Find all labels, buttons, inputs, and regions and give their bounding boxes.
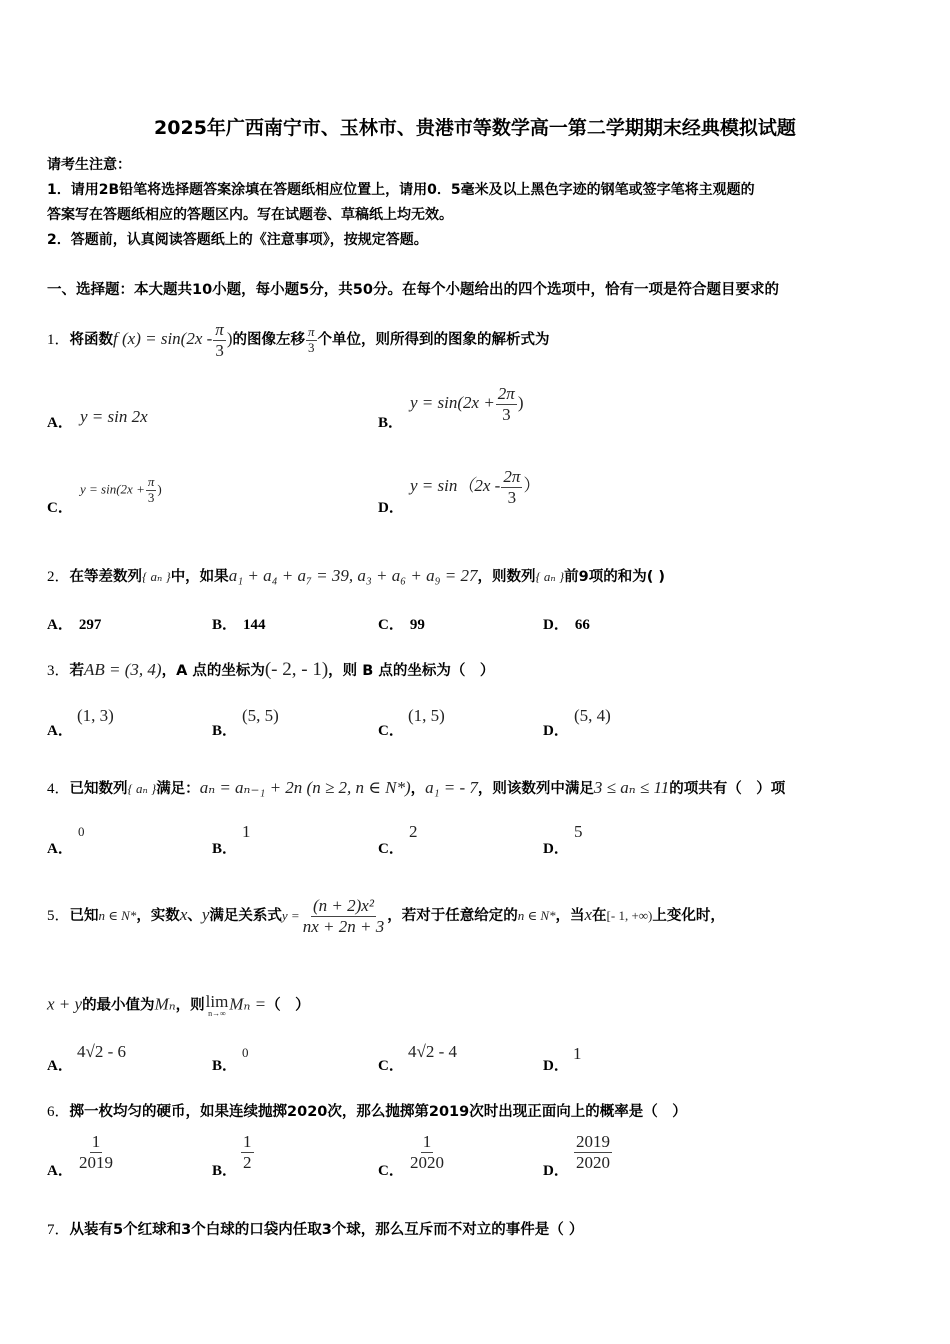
q2-text-3: ，则数列 <box>477 569 536 585</box>
q6-option-d-value <box>573 1132 613 1172</box>
page-title: 2025年广西南宁市、玉林市、贵港市等数学高一第二学期期末经典模拟试题 <box>154 117 796 139</box>
q5-limit-expr: Mₙ = <box>229 994 267 1014</box>
q1-fraction <box>213 320 226 360</box>
notice-line3: 2．答题前，认真阅读答题纸上的《注意事项》，按规定答题。 <box>47 232 428 248</box>
limit-word: lim <box>205 992 229 1011</box>
frac-num: 1 <box>243 1132 252 1151</box>
q4-option-c-value: 2 <box>409 822 418 841</box>
q6-option-d-label[interactable]: D． <box>543 1163 569 1179</box>
q3-text-1: 若 <box>69 663 85 679</box>
q1-option-b-label[interactable]: B． <box>378 415 404 431</box>
q6-a-fraction <box>77 1132 115 1172</box>
q2-sequence: { aₙ } <box>142 569 171 584</box>
q3-option-b-label[interactable]: B． <box>212 723 238 739</box>
question-2 <box>47 565 665 586</box>
q5-option-a-label[interactable]: A． <box>47 1058 73 1074</box>
q5-x-2: x <box>584 905 593 925</box>
q1-option-a-label[interactable]: A． <box>47 415 73 431</box>
q5-text-11: （ ） <box>266 997 310 1014</box>
q6-b-fraction <box>241 1132 254 1172</box>
frac-num: 2π <box>497 384 515 403</box>
q6-d-fraction <box>574 1132 612 1172</box>
q5-text-3: 、 <box>187 908 202 925</box>
q5-option-b-value: 0 <box>242 1045 249 1060</box>
question-number: 7． <box>47 1222 70 1238</box>
q5-option-a-value: 4√2 - 6 <box>77 1042 126 1061</box>
q2-option-c[interactable] <box>378 613 425 634</box>
q1-b-fraction <box>496 384 517 424</box>
q3-option-a-label[interactable]: A． <box>47 723 73 739</box>
q6-option-c-label[interactable]: C． <box>378 1163 404 1179</box>
option-value: 144 <box>243 617 266 633</box>
q2-equation: a₁ + a₄ + a₇ = 39, a₃ + a₆ + a₉ = 27 <box>228 566 478 585</box>
q1-option-c-value: y = sin(2x + $\frac{\pi}{3}$ ) <box>80 474 162 505</box>
option-label: B． <box>212 617 238 633</box>
option-value: 297 <box>78 617 102 633</box>
frac-num: 1 <box>91 1132 101 1151</box>
question-7 <box>47 1218 583 1239</box>
q3-option-d-value: (5, 4) <box>574 706 611 725</box>
q4-text-5: 的项共有（ ）项 <box>669 781 786 797</box>
frac-den: 3 <box>502 404 511 424</box>
question-number: 5． <box>47 908 70 925</box>
q5-option-d-value: 1 <box>573 1044 582 1063</box>
q6-option-b-value <box>240 1132 255 1172</box>
question-6 <box>47 1100 687 1121</box>
q6-option-b-label[interactable]: B． <box>212 1163 238 1179</box>
q4-sequence: { aₙ } <box>127 781 157 796</box>
frac-den: 2 <box>243 1152 252 1172</box>
q4-text-2: 满足： <box>156 781 200 797</box>
q1-option-c-label[interactable]: C． <box>47 500 73 516</box>
q5-text-1: 已知 <box>69 908 99 925</box>
frac-den: 2019 <box>79 1152 113 1172</box>
option-value: 99 <box>409 617 425 633</box>
q4-text-3: ， <box>410 781 426 797</box>
q3-vector: AB = (3, 4) <box>84 660 162 679</box>
q5-text-5: ，若对于任意给定的 <box>387 908 518 925</box>
question-number: 4． <box>47 781 70 797</box>
notice-heading: 请考生注意： <box>47 157 131 173</box>
frac-den: 3 <box>308 339 315 355</box>
q2-text-2: 中，如果 <box>170 569 229 585</box>
frac-num: π <box>215 320 224 339</box>
q5-n-in-N-2: n ∈ N* <box>517 908 556 924</box>
q4-option-a-label[interactable]: A． <box>47 841 73 857</box>
question-5-line-2 <box>47 993 310 1018</box>
frac-num: π <box>308 323 315 339</box>
q1-d-expr: y = sin（2x - <box>410 475 501 495</box>
option-label: D． <box>543 617 569 633</box>
q1-b-expr: y = sin(2x + <box>410 392 495 412</box>
q4-option-d-value: 5 <box>574 822 583 841</box>
q5-option-d-label[interactable]: D． <box>543 1058 569 1074</box>
frac-num: 1 <box>422 1132 432 1151</box>
q6-c-fraction <box>408 1132 446 1172</box>
q3-option-a-value: (1, 3) <box>77 706 114 725</box>
q1-option-a-value: y = sin 2x <box>80 407 148 426</box>
q1-text-2: 的图像左移 <box>232 332 305 349</box>
q4-text-4: ，则该数列中满足 <box>477 781 594 797</box>
question-number: 2． <box>47 569 70 585</box>
question-number: 1． <box>47 332 70 349</box>
q6-option-a-value <box>76 1132 116 1172</box>
question-3 <box>47 659 494 681</box>
frac-den: nx + 2n + 3 <box>302 916 385 936</box>
q5-x: x <box>179 905 188 925</box>
q5-limit <box>206 993 229 1018</box>
q4-option-d-label[interactable]: D． <box>543 841 569 857</box>
question-1: 1．将函数f (x) = sin(2x - $\frac{\pi}{3}$ )的图像左移 $\frac{\pi}{3}$ 个单位，则所得到的图象的解析式为 <box>47 320 550 360</box>
q4-option-c-label[interactable]: C． <box>378 841 404 857</box>
q1-c-fraction <box>146 475 157 506</box>
q5-y: y <box>201 905 210 925</box>
q5-x-plus-y: x + y <box>47 994 83 1014</box>
q1-d-fraction <box>501 467 522 507</box>
option-value: 66 <box>574 617 590 633</box>
q3-option-b-value: (5, 5) <box>242 706 279 725</box>
option-label: A． <box>47 617 73 633</box>
frac-den: 3 <box>507 487 517 507</box>
q5-text-4: 满足关系式 <box>209 908 282 925</box>
q5-option-c-label[interactable]: C． <box>378 1058 404 1074</box>
q5-text-9: 的最小值为 <box>82 997 155 1014</box>
q5-text-6: ，当 <box>555 908 585 925</box>
q1-c-expr: y = sin(2x + <box>80 481 145 497</box>
q5-n-in-N: n ∈ N* <box>98 908 137 924</box>
q4-condition: 3 ≤ aₙ ≤ 11 <box>593 778 670 797</box>
q3-text-2: ，A 点的坐标为 <box>161 663 265 679</box>
q1-text-3: 个单位，则所得到的图象的解析式为 <box>317 332 550 349</box>
q3-option-c-label[interactable]: C． <box>378 723 404 739</box>
q2-sequence-2: { aₙ } <box>535 569 565 584</box>
q2-option-a[interactable] <box>47 613 101 634</box>
question-4 <box>47 777 785 798</box>
q1-function: f (x) = sin(2x - <box>113 329 213 349</box>
q6-option-a-label[interactable]: A． <box>47 1163 73 1179</box>
q7-text: 从装有5个红球和3个白球的口袋内任取3个球，那么互斥而不对立的事件是（ ） <box>69 1222 584 1238</box>
question-5 <box>47 896 725 936</box>
section-heading: 一、选择题：本大题共10小题，每小题5分，共50分。在每个小题给出的四个选项中，恰有一项是符合题目要求的 <box>47 282 779 298</box>
frac-num: 2019 <box>576 1132 610 1151</box>
q1-option-d-value: y = sin（2x - $\frac{2\pi}{3}$ ） <box>410 467 541 507</box>
limit-subscript: n→∞ <box>208 1009 226 1018</box>
frac-den: 3 <box>215 340 224 360</box>
q5-yeq: y = <box>281 908 300 924</box>
q5-Mn: Mₙ <box>154 994 176 1014</box>
q3-option-d-label[interactable]: D． <box>543 723 569 739</box>
q4-initial: a₁ = - 7 <box>425 778 478 797</box>
q1-option-b-value: y = sin(2x + $\frac{2\pi}{3}$ ) <box>410 384 524 424</box>
q2-option-d[interactable] <box>543 613 590 634</box>
option-label: C． <box>378 617 404 633</box>
q5-text-10: ，则 <box>175 997 205 1014</box>
q4-option-b-value: 1 <box>242 822 251 841</box>
notice-line1: 1．请用2B铅笔将选择题答案涂填在答题纸相应位置上，请用0．5毫米及以上黑色字迹的钢笔或签字笔将主观题的 <box>47 182 755 198</box>
q6-text: 掷一枚均匀的硬币，如果连续抛掷2020次，那么抛掷第2019次时出现正面向上的概率是（ ） <box>69 1104 687 1120</box>
q3-text-3: ，则 B 点的坐标为（ ） <box>328 663 495 679</box>
q2-text-4: 前9项的和为( ) <box>564 569 666 585</box>
q2-option-b[interactable] <box>212 613 266 634</box>
q1-option-d-label[interactable]: D． <box>378 500 404 516</box>
q1-shift-fraction <box>306 325 317 356</box>
q5-fraction <box>301 896 387 936</box>
frac-den: 3 <box>147 489 155 505</box>
frac-num: (n + 2)x² <box>312 896 374 915</box>
frac-den: 2020 <box>410 1152 444 1172</box>
q4-recurrence: aₙ = aₙ₋₁ + 2n (n ≥ 2, n ∈ N*) <box>199 778 411 797</box>
frac-num: π <box>147 474 155 489</box>
q4-option-a-value: 0 <box>78 824 85 839</box>
frac-num: 2π <box>503 467 521 486</box>
question-number: 3． <box>47 663 70 679</box>
q3-point: (- 2, - 1) <box>264 659 329 680</box>
q2-text-1: 在等差数列 <box>69 569 143 585</box>
q4-option-b-label[interactable]: B． <box>212 841 238 857</box>
notice-line2: 答案写在答题纸相应的答题区内。写在试题卷、草稿纸上均无效。 <box>47 207 453 223</box>
q5-interval: [- 1, +∞) <box>606 908 653 924</box>
q4-text-1: 已知数列 <box>69 781 128 797</box>
q1-text-1: 将函数 <box>69 332 114 349</box>
frac-den: 2020 <box>576 1152 610 1172</box>
q6-option-c-value <box>407 1132 447 1172</box>
question-number: 6． <box>47 1104 70 1120</box>
q5-text-2: ，实数 <box>136 908 180 925</box>
q5-option-c-value: 4√2 - 4 <box>408 1042 457 1061</box>
q5-text-7: 在 <box>592 908 607 925</box>
q5-option-b-label[interactable]: B． <box>212 1058 238 1074</box>
q5-text-8: 上变化时， <box>652 908 725 925</box>
q3-option-c-value: (1, 5) <box>408 706 445 725</box>
